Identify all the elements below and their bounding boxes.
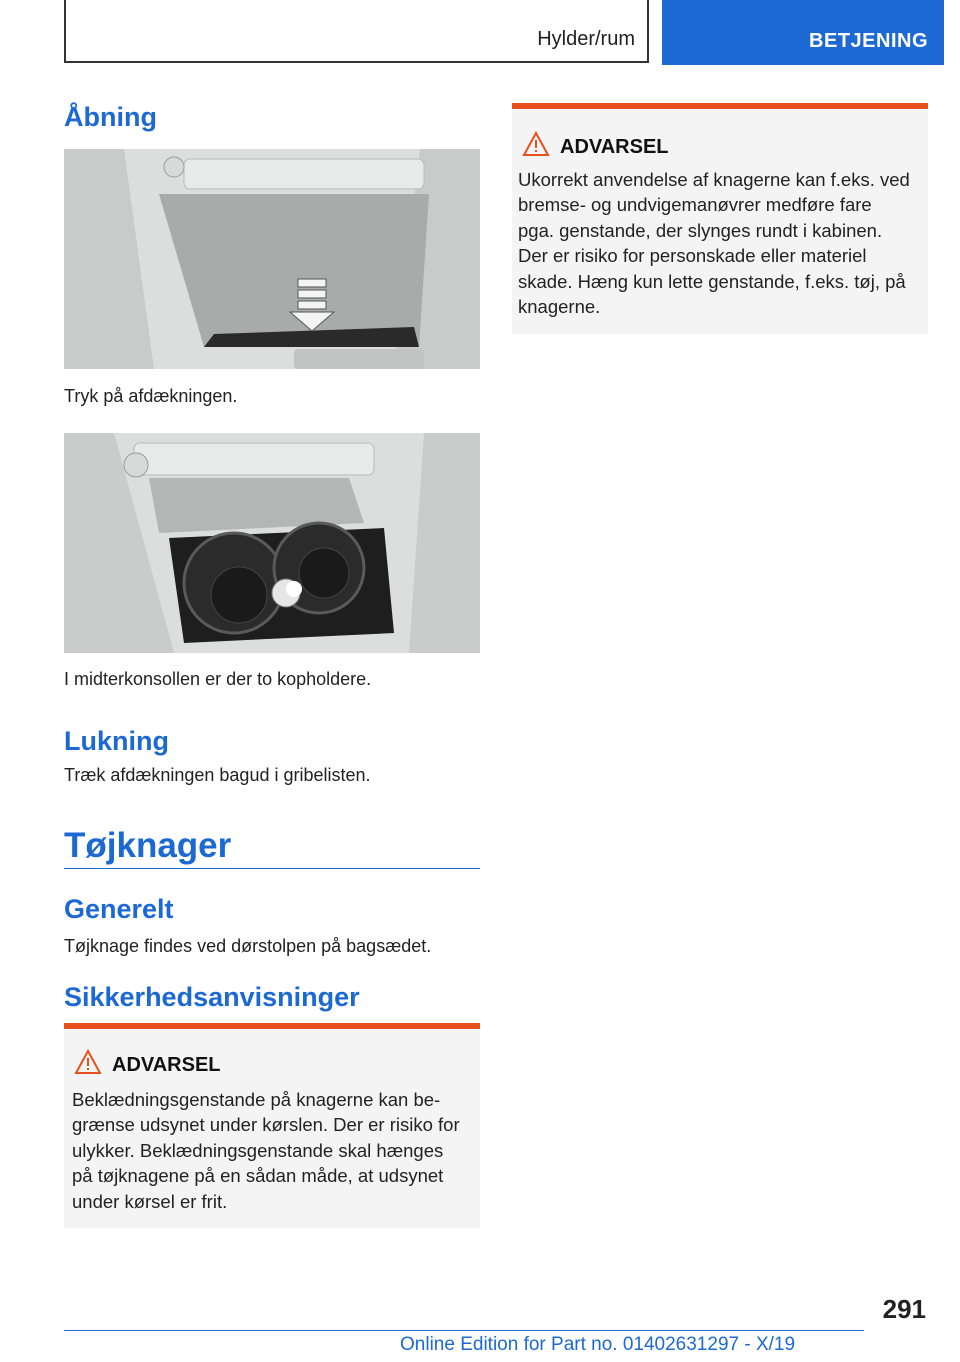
header-section-title: Hylder/rum [537,28,635,50]
warning-triangle-icon [74,1049,102,1075]
warning-line: knagerne. [518,296,601,318]
opening-heading: Åbning [64,102,157,132]
closing-text: Træk afdækningen bagud i gribelisten. [64,765,371,785]
figure1-caption: Tryk på afdækningen. [64,386,238,406]
warning-title-left: ADVARSEL [112,1054,221,1076]
warning-title-right: ADVARSEL [560,136,669,158]
header-chapter-title: BETJENING [809,30,928,52]
warning-box-left [64,1023,480,1228]
figure-cover-closed [64,149,480,369]
warning-line: grænse udsynet under kørslen. Der er risiko for [72,1114,460,1136]
edition-note: Online Edition for Part no. 01402631297 - X/19 [400,1334,796,1355]
warning-line: skade. Hæng kun lette genstande, f.eks. tøj, på [518,270,906,292]
warning-line: Ukorrekt anvendelse af knagerne kan f.eks. ved [518,169,910,190]
cup-holders-illustration [64,433,480,653]
main-heading-rule [64,868,480,869]
general-text: Tøjknage findes ved dørstolpen på bagsædet. [64,936,432,956]
warning-text-right [518,167,910,319]
footer-rule [64,1330,864,1331]
closing-heading: Lukning [64,726,169,756]
figure2-caption: I midterkonsollen er der to kopholdere. [64,669,372,689]
warning-text-left [72,1087,460,1214]
page-number: 291 [882,1294,926,1324]
main-heading: Tøjknager [64,826,232,865]
header-chapter-tab [662,0,944,65]
safety-heading: Sikkerhedsanvisninger [64,982,360,1012]
warning-line: Beklædningsgenstande på knagerne kan be- [72,1089,441,1110]
warning-triangle-icon [522,131,550,157]
console-closed-illustration [64,149,480,369]
warning-box-right [512,103,928,334]
warning-line: bremse- og undvigemanøvrer medføre fare [518,194,872,216]
warning-line: på tøjknagene på en sådan måde, at udsynet [72,1165,444,1187]
figure-cup-holders [64,433,480,653]
warning-line: under kørsel er frit. [72,1190,228,1212]
header-section-box [64,0,649,63]
warning-line: Der er risiko for personskade eller materiel [518,245,867,267]
general-heading: Generelt [64,894,174,924]
warning-line: pga. genstande, der slynges rundt i kabinen. [518,219,883,241]
warning-line: ulykker. Beklædningsgenstande skal hænges [72,1139,444,1161]
